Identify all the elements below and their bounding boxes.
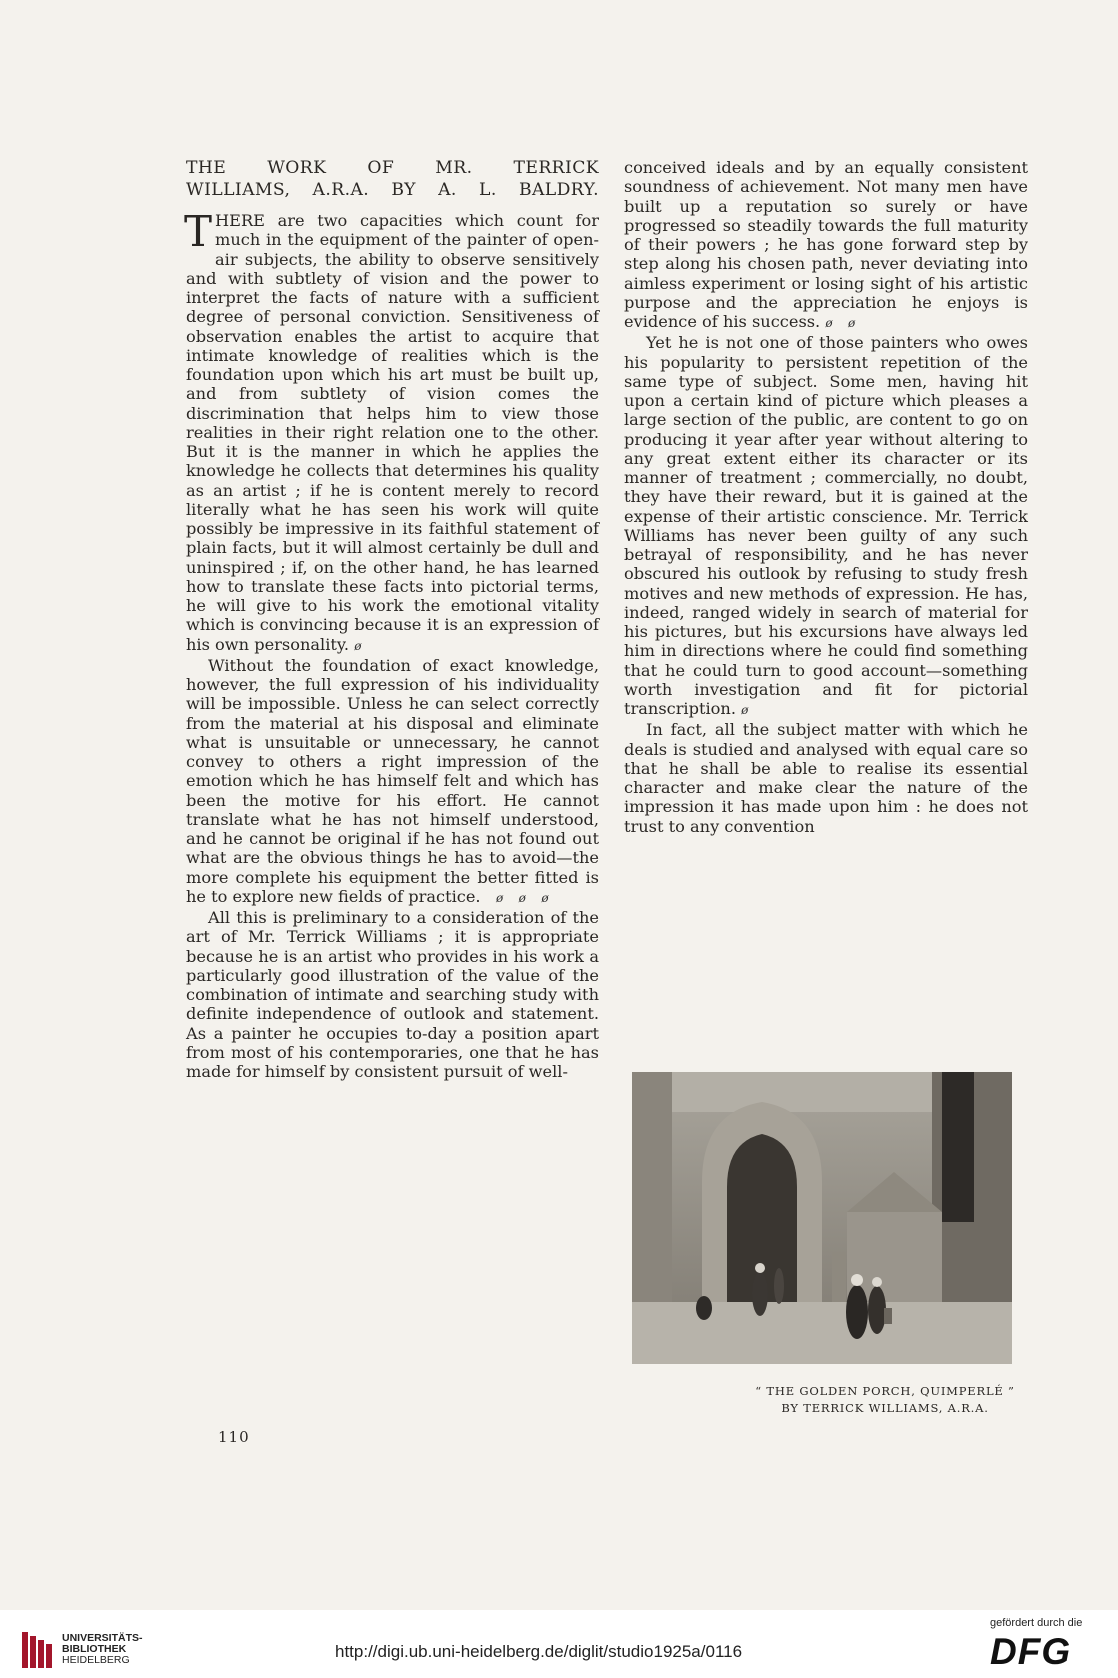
paragraph-2: Without the foundation of exact knowledge, however, the full expression of his individuality will be impossible. Unless he can select correctly from the material at his disposal and eliminate what is unsuitable or unnecessary, he cannot convey to others a right impression of the emotion which he has himself felt and which has been the motive for his effort. He cannot translate what he has not himself understood, and he cannot be original if he has not found out what are the obvious things he has to avoid—the more complete his equipment the better fitted is he to explore new fields of practice. ø ø ø xyxy=(186,655,599,906)
paragraph-1: THERE are two capacities which count for much in the equipment of the painter of open-air subjects, the ability to observe sensitively and with subtlety of vision and the power to interpret the facts of nature with a sufficient degree of personal conviction. Sensitiveness of observation enables the artist to acquire that intimate knowledge of realities which is the foundation upon which his art must be built up, and from subtlety of vision comes the discrimination that helps him to view those realities in their right relation one to the other. But it is the manner in which he applies the knowledge he collects that determines his quality as an artist ; if he is content merely to record literally what he has seen his work will quite possibly be impressive in its faithful statement of plain facts, but it will almost certainly be dull and uninspired ; if, on the other hand, he has learned how to translate these facts into pictorial terms, he will give to his work the emotional vitality which is convincing because it is an expression of his own personality. ø xyxy=(184,207,599,654)
library-name: UNIVERSITÄTS- BIBLIOTHEK HEIDELBERG xyxy=(62,1632,143,1666)
paragraph-3: All this is preliminary to a consideration of the art of Mr. Terrick Williams ; it is appropriate because he is an artist who provides in his work a particularly good illustration of the value of the combination of intimate and searching study with definite independence of outlook and statement. As a painter he occupies to-day a position apart from most of his contemporaries, one that he has made for himself by consistent pursuit of well- xyxy=(186,908,599,1081)
figure-caption xyxy=(700,1383,1070,1417)
paragraph-6: In fact, all the subject matter with which he deals is studied and analysed with equal care so that he shall be able to realise its essential character and make clear the nature of the impression it has made upon him : he does not trust to any convention xyxy=(624,720,1028,836)
dfg-logo: DFG xyxy=(990,1631,1072,1672)
left-column xyxy=(186,158,599,1081)
ornament-icon: ø xyxy=(541,890,549,905)
painting-illustration xyxy=(632,1072,1012,1364)
ornament-icon: ø xyxy=(496,890,504,905)
article-title-line1: THE WORK OF MR. TERRICK xyxy=(186,158,599,178)
article-title-line2: WILLIAMS, A.R.A. BY A. L. BALDRY. xyxy=(186,179,599,200)
source-url-link[interactable]: http://digi.ub.uni-heidelberg.de/diglit/studio1925a/0116 xyxy=(335,1642,743,1661)
ornament-icon: ø xyxy=(741,703,749,717)
drop-cap: T xyxy=(184,207,213,256)
paragraph-5: Yet he is not one of those painters who owes his popularity to persistent repetition of the same type of subject. Some men, having hit upon a certain kind of picture which pleases a large section of the public, are content to go on producing it year after year without altering to any great extent either its character or its manner of treatment ; commercially, no doubt, they have their reward, but it is gained at the expense of their artistic conscience. Mr. Terrick Williams has never been guilty of any such betrayal of responsibility, and he has never obscured his outlook by refusing to study fresh motives and new methods of expression. He has, indeed, ranged widely in search of material for his pictures, but his excursions have always led him in directions where he could find something that he could turn to good account—something worth investigation and fit for pictorial transcription. ø xyxy=(624,333,1028,718)
right-column xyxy=(624,158,1028,836)
ornament-icon: ø xyxy=(354,638,362,653)
ornament-icon: ø xyxy=(518,890,526,905)
church-porch-image xyxy=(632,1072,1012,1364)
ornament-icon: ø xyxy=(825,316,833,330)
article-title xyxy=(186,158,599,201)
university-library-logo-icon xyxy=(22,1632,52,1668)
caption-credit: BY TERRICK WILLIAMS, A.R.A. xyxy=(781,1401,989,1415)
ornament-icon: ø xyxy=(848,316,856,330)
caption-title: “ THE GOLDEN PORCH, QUIMPERLÉ ” xyxy=(755,1384,1015,1398)
page-number: 110 xyxy=(218,1428,250,1446)
funding-label: gefördert durch die xyxy=(990,1617,1083,1629)
paragraph-4: conceived ideals and by an equally consistent soundness of achievement. Not many men have built up a reputation so surely or have progressed so steadily towards the full maturity of their powers ; he has gone forward step by step along his chosen path, never deviating into aimless experiment or losing sight of his artistic purpose and the appreciation he enjoys is evidence of his success. ø ø xyxy=(624,158,1028,331)
